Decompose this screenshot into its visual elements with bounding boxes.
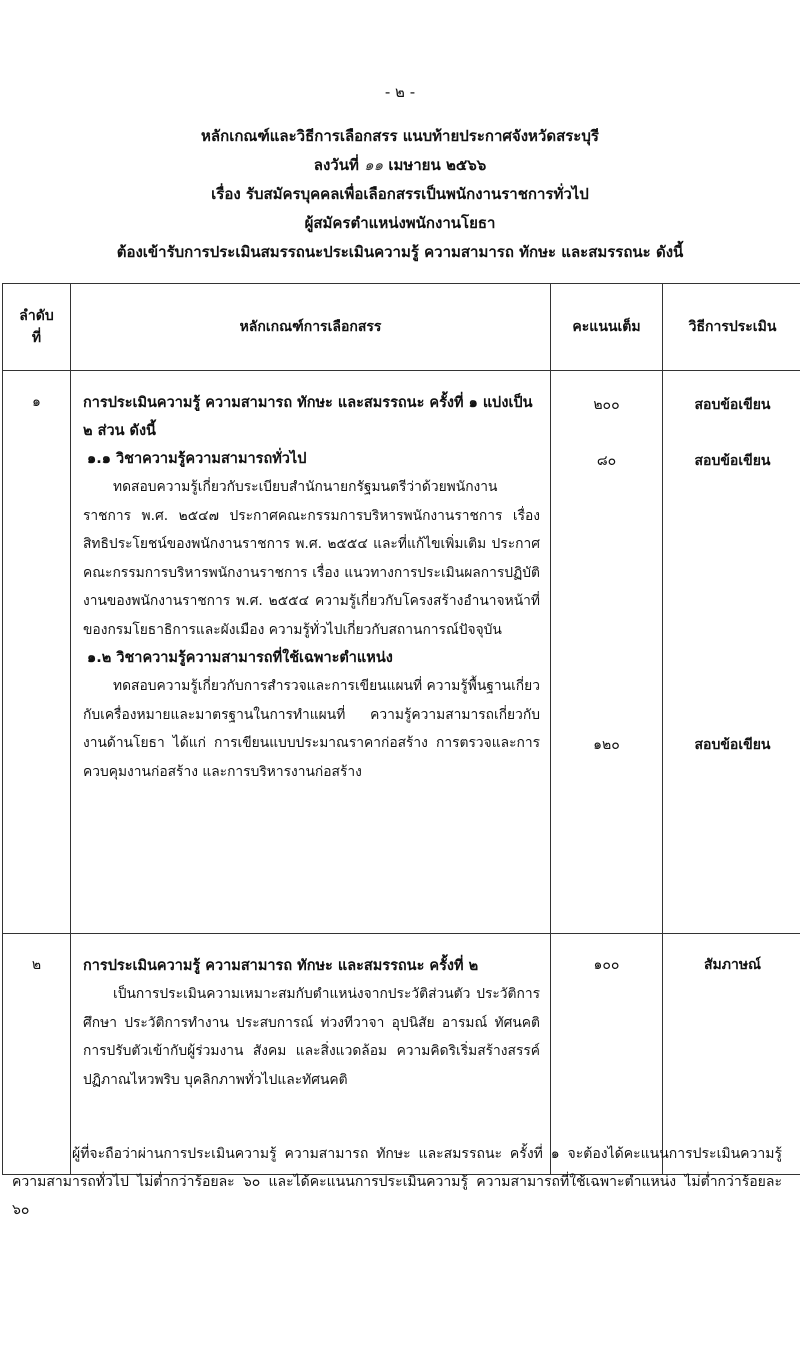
subsection-title: ๑.๒ วิชาความรู้ความสามารถที่ใช้เฉพาะตำแหน่ง <box>87 650 393 666</box>
row-criteria <box>71 934 551 1175</box>
section-text: เป็นการประเมินความเหมาะสมกับตำแหน่งจากประวัติส่วนตัว ประวัติการศึกษา ประวัติการทำงาน ประสบการณ์ ท่วงทีวาจา อุปนิสัย อารมณ์ ทัศนคติ การปรับตัวเข้ากับผู้ร่วมงาน สังคม และสิ่งแวดล้อม ความคิดริเริ่มสร้างสรรค์ ปฏิภาณไหวพริบ บุคลิกภาพทั่วไปและทัศนคติ <box>83 986 540 1088</box>
score-sub-1: ๘๐ <box>596 453 617 469</box>
heading-line-5: ต้องเข้ารับการประเมินสมรรถนะประเมินความรู้ ความสามารถ ทักษะ และสมรรถนะ ดังนี้ <box>116 243 684 261</box>
row-score <box>551 371 663 934</box>
row-order: ๑ <box>3 371 71 934</box>
header-order: ลำดับ ที่ <box>3 284 71 371</box>
heading-line-1: หลักเกณฑ์และวิธีการเลือกสรร แนบท้ายประกาศจังหวัดสระบุรี <box>201 127 599 145</box>
row-order: ๒ <box>3 934 71 1175</box>
page-number: - ๒ - <box>384 83 416 101</box>
criteria-table <box>2 283 800 1175</box>
method-sub-1: สอบข้อเขียน <box>694 453 771 469</box>
subsection-text: ทดสอบความรู้เกี่ยวกับระเบียบสำนักนายกรัฐมนตรีว่าด้วยพนักงานราชการ พ.ศ. ๒๕๔๗ ประกาศคณะกรรมการบริหารพนักงานราชการ เรื่อง สิทธิประโยชน์ของพนักงานราชการ พ.ศ. ๒๕๕๔ และที่แก้ไขเพิ่มเติม ประกาศคณะกรรมการบริหารพนักงานราชการ เรื่อง แนวทางการประเมินผลการปฏิบัติงานของพนักงานราชการ พ.ศ. ๒๕๕๔ ความรู้เกี่ยวกับโครงสร้างอำนาจหน้าที่ของกรมโยธาธิการและผังเมือง ความรู้ทั่วไปเกี่ยวกับสถานการณ์ปัจจุบัน <box>83 479 540 638</box>
header-method: วิธีการประเมิน <box>663 284 800 371</box>
row-criteria <box>71 371 551 934</box>
method-total: สอบข้อเขียน <box>694 397 771 413</box>
heading-line-4: ผู้สมัครตำแหน่งพนักงานโยธา <box>304 214 496 232</box>
table-row <box>3 934 800 1175</box>
table-row <box>3 371 800 934</box>
heading-line-3: เรื่อง รับสมัครบุคคลเพื่อเลือกสรรเป็นพนักงานราชการทั่วไป <box>211 185 589 203</box>
header-criteria: หลักเกณฑ์การเลือกสรร <box>71 284 551 371</box>
row-score: ๑๐๐ <box>551 934 663 1175</box>
subsection-title: ๑.๑ วิชาความรู้ความสามารถทั่วไป <box>87 451 307 467</box>
date-month-year: เมษายน ๒๕๖๖ <box>388 156 487 174</box>
date-label: ลงวันที่ <box>313 156 359 174</box>
document-heading <box>0 122 800 267</box>
section-title: การประเมินความรู้ ความสามารถ ทักษะ และสมรรถนะ ครั้งที่ ๑ แบ่งเป็น ๒ ส่วน ดังนี้ <box>83 395 533 439</box>
row-method <box>663 371 800 934</box>
footer-note: ผู้ที่จะถือว่าผ่านการประเมินความรู้ ความสามารถ ทักษะ และสมรรถนะ ครั้งที่ ๑ จะต้องได้คะแนนการประเมินความรู้ความสามารถทั่วไป ไม่ต่ำกว่าร้อยละ ๖๐ และได้คะแนนการประเมินความรู้ ความสามารถที่ใช้เฉพาะตำแหน่ง ไม่ต่ำกว่าร้อยละ ๖๐ <box>12 1146 782 1218</box>
score-sub-2: ๑๒๐ <box>593 737 620 753</box>
row-method: สัมภาษณ์ <box>663 934 800 1175</box>
date-day: ๑๑ <box>364 156 384 174</box>
subsection-text: ทดสอบความรู้เกี่ยวกับการสำรวจและการเขียนแผนที่ ความรู้พื้นฐานเกี่ยวกับเครื่องหมายและมาตรฐานในการทำแผนที่ ความรู้ความสามารถเกี่ยวกับงานด้านโยธา ได้แก่ การเขียนแบบประมาณราคาก่อสร้าง การตรวจและการควบคุมงานก่อสร้าง และการบริหารงานก่อสร้าง <box>83 678 540 780</box>
table-header-row <box>3 284 800 371</box>
section-title: การประเมินความรู้ ความสามารถ ทักษะ และสมรรถนะ ครั้งที่ ๒ <box>83 958 479 974</box>
header-score: คะแนนเต็ม <box>551 284 663 371</box>
method-sub-2: สอบข้อเขียน <box>694 737 771 753</box>
heading-line-2 <box>0 151 800 180</box>
score-total: ๒๐๐ <box>593 397 620 413</box>
